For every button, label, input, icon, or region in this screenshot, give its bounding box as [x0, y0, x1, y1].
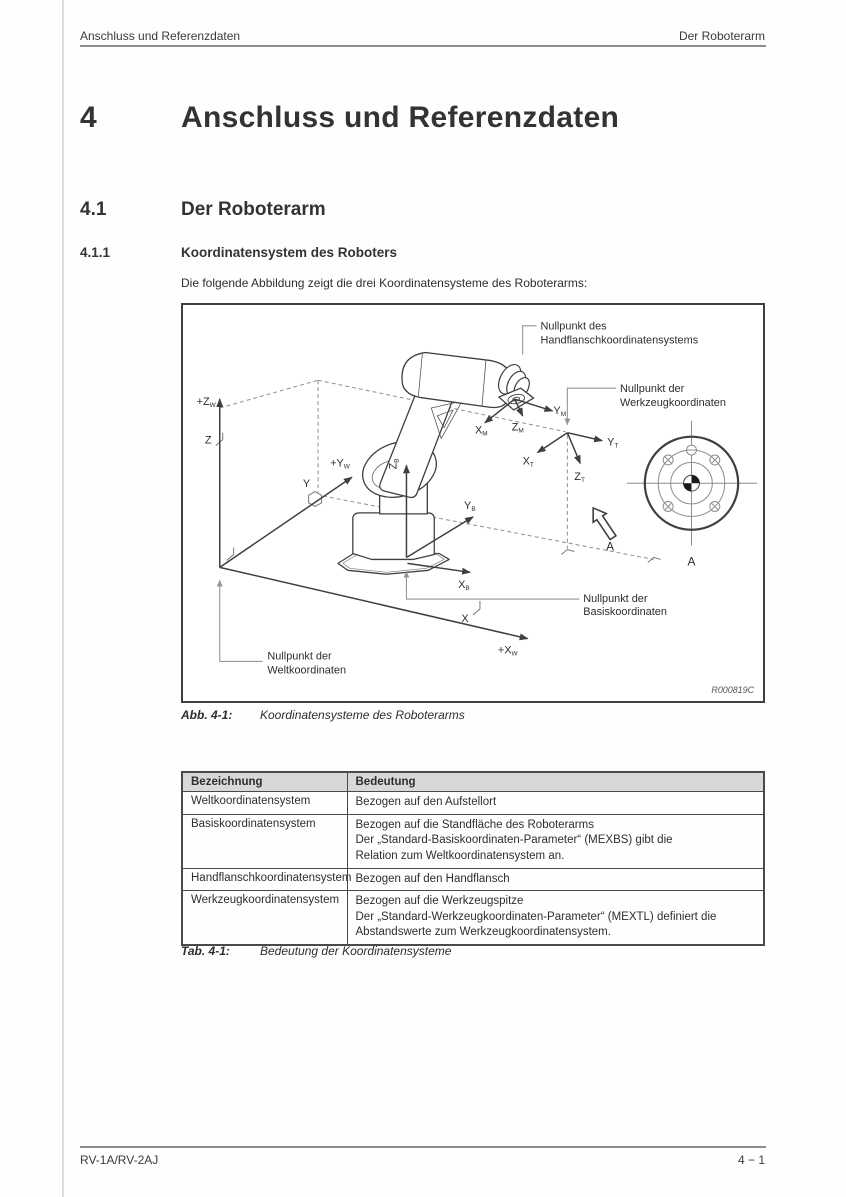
chapter-number: 4 — [80, 101, 97, 134]
header-right: Der Roboterarm — [678, 29, 765, 43]
table-header-bezeichnung: Bezeichnung — [182, 772, 347, 792]
leader-base — [406, 571, 579, 599]
cell-meaning: Bezogen auf die Werkzeugspitze Der „Standard-Werkzeugkoordinaten-Parameter“ (MEXTL) definiert die Abstandswerte zum Werkzeugkoordinatensystem. — [347, 891, 764, 945]
axis-label-yb: YB — [464, 499, 476, 513]
robot-base-body — [353, 513, 434, 560]
cell-name: Handflanschkoordinatensystem — [182, 868, 347, 891]
callout-hand-flange-line1: Nullpunkt des — [540, 320, 607, 333]
table-row — [182, 792, 764, 815]
callout-hand-flange-line2: Handflanschkoordinatensystems — [540, 334, 699, 347]
axis-label-zm: ZM — [511, 421, 524, 435]
axis-label-ym: YM — [553, 404, 567, 418]
table-caption-text: Bedeutung der Koordinatensysteme — [260, 944, 452, 958]
table-row — [182, 814, 764, 868]
table-row — [182, 891, 764, 945]
callout-tool-line2: Werkzeugkoordinaten — [619, 396, 726, 409]
cell-meaning: Bezogen auf den Handflansch — [347, 868, 764, 891]
tool-y-axis — [567, 433, 602, 441]
subsection-number: 4.1.1 — [80, 245, 111, 260]
figure-ref-code: R000819C — [711, 685, 755, 696]
figure-coordinate-systems — [181, 303, 765, 703]
axis-label-z: Z — [204, 434, 212, 447]
view-direction-arrow — [593, 508, 616, 540]
section-number: 4.1 — [80, 199, 107, 220]
cell-meaning: Bezogen auf die Standfläche des Roboterarms Der „Standard-Basiskoordinaten-Parameter“ (MEXBS) gibt die Relation zum Weltkoordinatensystem an. — [347, 814, 764, 868]
axis-label-plus-xw: +XW — [497, 644, 518, 658]
view-arrow-label: A — [606, 539, 615, 554]
figure-caption — [181, 708, 765, 722]
world-x-axis — [220, 567, 528, 638]
table-row — [182, 868, 764, 891]
footer-page-number: 4 − 1 — [737, 1153, 765, 1167]
axis-label-plus-zw: +ZW — [196, 396, 216, 409]
axis-label-y: Y — [302, 478, 311, 491]
table-header-row — [182, 772, 764, 792]
coordinate-diagram — [183, 305, 763, 701]
header-rule — [80, 45, 766, 47]
robot-arm-drawing — [338, 353, 534, 575]
footer-rule — [80, 1146, 766, 1148]
world-y-axis — [220, 477, 352, 567]
axis-label-xm: XM — [474, 424, 488, 438]
intro-paragraph: Die folgende Abbildung zeigt die drei Koordinatensysteme des Roboterarms: — [181, 276, 588, 290]
flange-detail-view — [627, 421, 757, 546]
axis-label-zt: ZT — [574, 471, 585, 485]
axis-label-plus-yw: +YW — [330, 457, 350, 471]
cell-name: Werkzeugkoordinatensystem — [182, 891, 347, 945]
table-caption — [181, 944, 765, 958]
figure-caption-label: Abb. 4-1: — [181, 708, 233, 722]
leader-hand-flange — [523, 326, 537, 355]
chapter-title: Anschluss und Referenzdaten — [181, 101, 620, 134]
callout-world-line1: Nullpunkt der — [267, 650, 332, 663]
subsection-title: Koordinatensystem des Roboters — [181, 245, 398, 260]
tool-z-axis — [567, 433, 580, 464]
axis-label-x: X — [461, 612, 469, 625]
tool-x-axis — [538, 433, 568, 453]
coordinate-systems-table — [181, 771, 765, 946]
scan-edge-artifact — [62, 0, 64, 1197]
figure-caption-text: Koordinatensysteme des Roboterarms — [260, 708, 465, 722]
cell-name: Weltkoordinatensystem — [182, 792, 347, 815]
footer-model: RV-1A/RV-2AJ — [80, 1153, 159, 1167]
axis-label-yt: YT — [607, 436, 619, 450]
callout-base-line2: Basiskoordinaten — [583, 605, 667, 618]
axis-label-xb: XB — [458, 579, 470, 593]
detail-view-label: A — [687, 554, 696, 569]
callout-tool-line1: Nullpunkt der — [619, 383, 685, 396]
axis-label-zb: ZB — [387, 458, 401, 470]
axis-label-xt: XT — [522, 455, 534, 469]
leader-world — [220, 580, 263, 661]
cell-name: Basiskoordinatensystem — [182, 814, 347, 868]
header-left: Anschluss und Referenzdaten — [80, 29, 241, 43]
cell-meaning: Bezogen auf den Aufstellort — [347, 792, 764, 815]
table-header-bedeutung: Bedeutung — [347, 772, 764, 792]
callout-world-line2: Weltkoordinaten — [267, 664, 347, 677]
robot-upper-arm — [380, 387, 452, 498]
section-title: Der Roboterarm — [181, 199, 326, 220]
table-caption-label: Tab. 4-1: — [181, 944, 230, 958]
callout-base-line1: Nullpunkt der — [583, 593, 648, 605]
leader-tool — [567, 388, 616, 425]
